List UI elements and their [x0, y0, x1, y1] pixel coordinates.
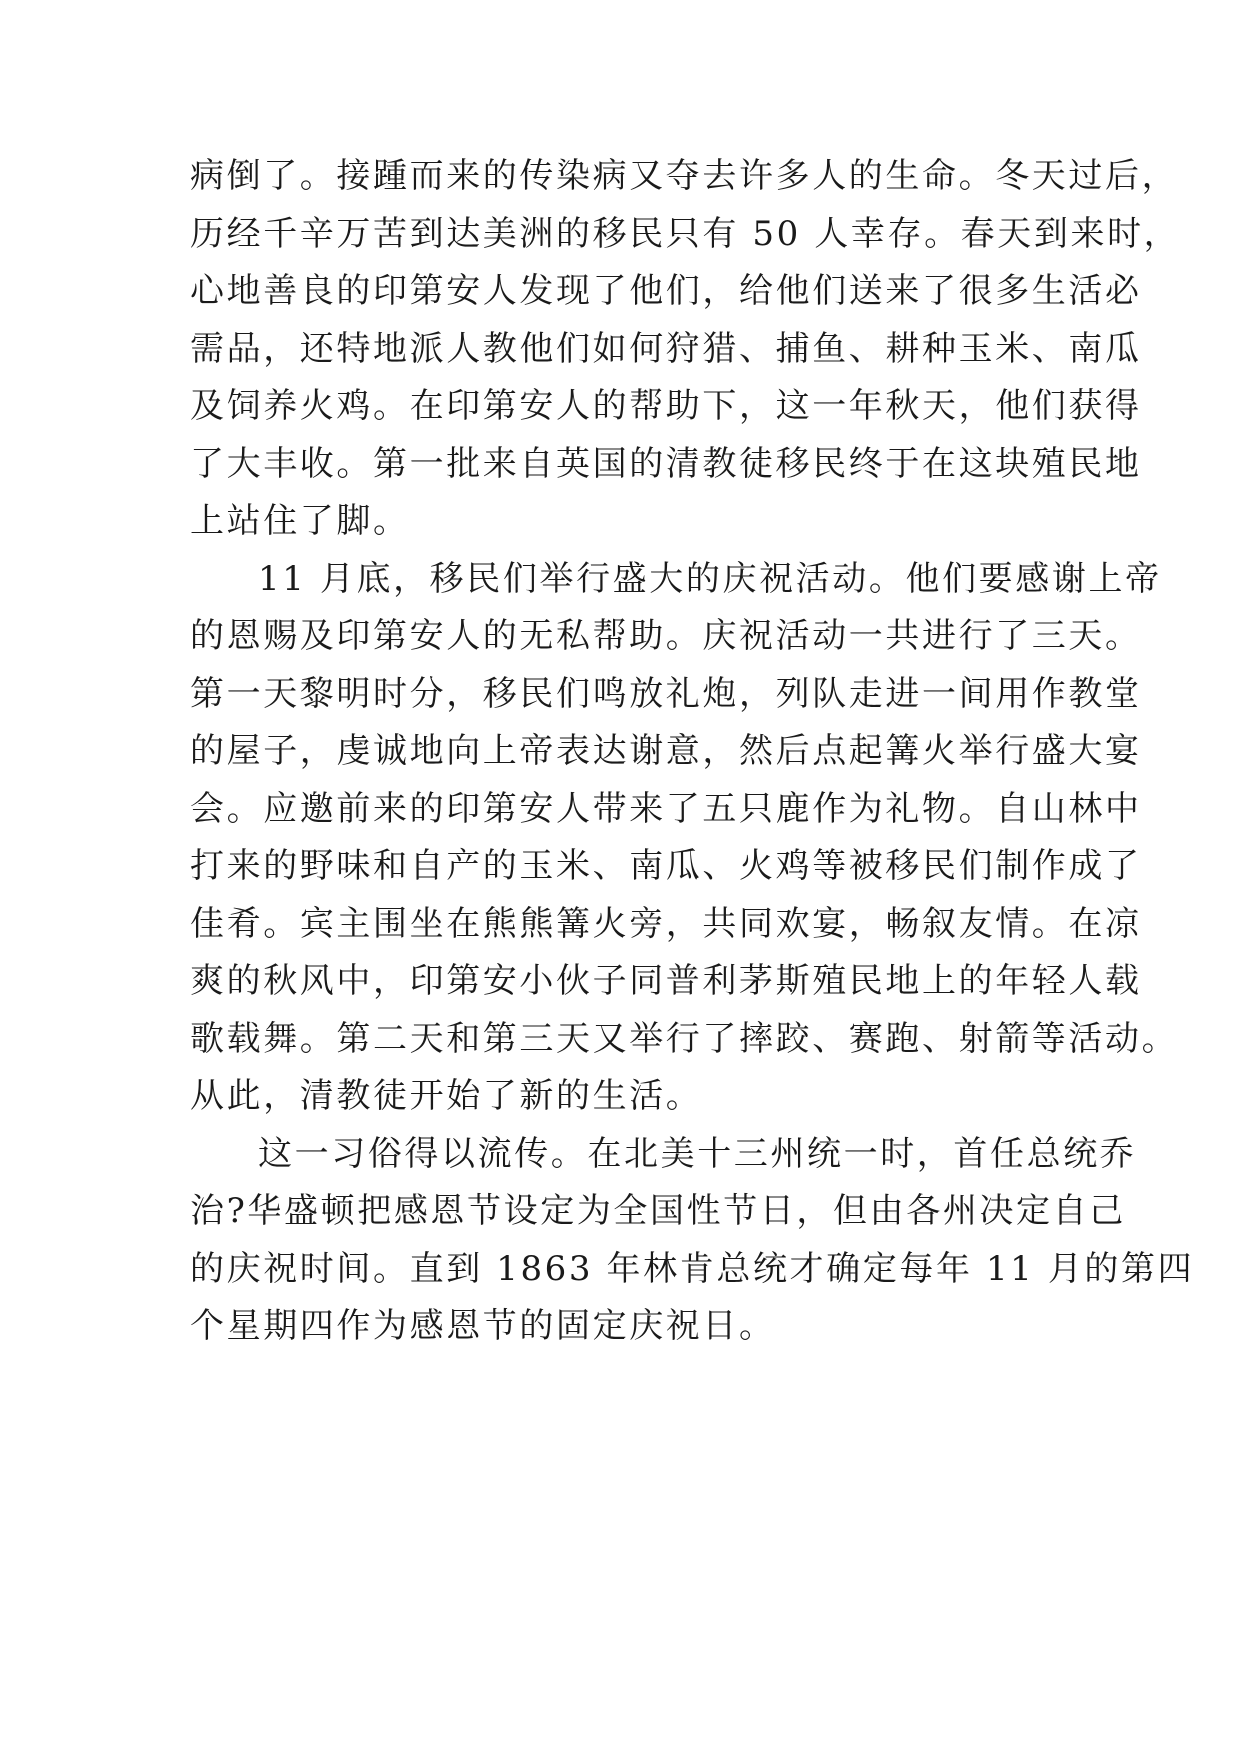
text-line: 治?华盛顿把感恩节设定为全国性节日，但由各州决定自己 — [190, 1191, 1126, 1231]
text-line: 从此，清教徒开始了新的生活。 — [190, 1076, 703, 1116]
text-line: 上站住了脚。 — [190, 501, 410, 541]
text-line: 及饲养火鸡。在印第安人的帮助下，这一年秋天，他们获得 — [190, 386, 1142, 426]
text-line: 了大丰收。第一批来自英国的清教徒移民终于在这块殖民地 — [190, 443, 1142, 484]
text-line: 的庆祝时间。直到 1863 年林肯总统才确定每年 11 月的第四 — [190, 1248, 1195, 1289]
text-line: 需品，还特地派人教他们如何狩猎、捕鱼、耕种玉米、南瓜 — [190, 328, 1142, 369]
text-line: 爽的秋风中，印第安小伙子同普利茅斯殖民地上的年轻人载 — [190, 961, 1142, 1001]
text-line: 第一天黎明时分，移民们鸣放礼炮，列队走进一间用作教堂 — [190, 673, 1142, 714]
text-line: 的恩赐及印第安人的无私帮助。庆祝活动一共进行了三天。 — [190, 616, 1142, 656]
text-line: 歌载舞。第二天和第三天又举行了摔跤、赛跑、射箭等活动。 — [190, 1018, 1179, 1059]
text-line: 佳肴。宾主围坐在熊熊篝火旁，共同欢宴，畅叙友情。在凉 — [190, 903, 1142, 944]
text-line: 打来的野味和自产的玉米、南瓜、火鸡等被移民们制作成了 — [190, 846, 1142, 886]
text-line: 11 月底，移民们举行盛大的庆祝活动。他们要感谢上帝 — [258, 558, 1162, 599]
text-line: 历经千辛万苦到达美洲的移民只有 50 人幸存。春天到来时， — [190, 213, 1181, 254]
paragraph — [190, 1126, 1195, 1356]
text-line: 的屋子，虔诚地向上帝表达谢意，然后点起篝火举行盛大宴 — [190, 731, 1142, 771]
text-line: 这一习俗得以流传。在北美十三州统一时，首任总统乔 — [258, 1133, 1137, 1174]
text-line: 会。应邀前来的印第安人带来了五只鹿作为礼物。自山林中 — [190, 788, 1142, 829]
paragraph — [190, 551, 1179, 1126]
text-line: 病倒了。接踵而来的传染病又夺去许多人的生命。冬天过后， — [190, 156, 1179, 196]
text-line: 个星期四作为感恩节的固定庆祝日。 — [190, 1306, 776, 1346]
document-body — [190, 148, 1195, 1356]
text-line: 心地善良的印第安人发现了他们，给他们送来了很多生活必 — [190, 271, 1142, 311]
paragraph — [190, 148, 1181, 551]
